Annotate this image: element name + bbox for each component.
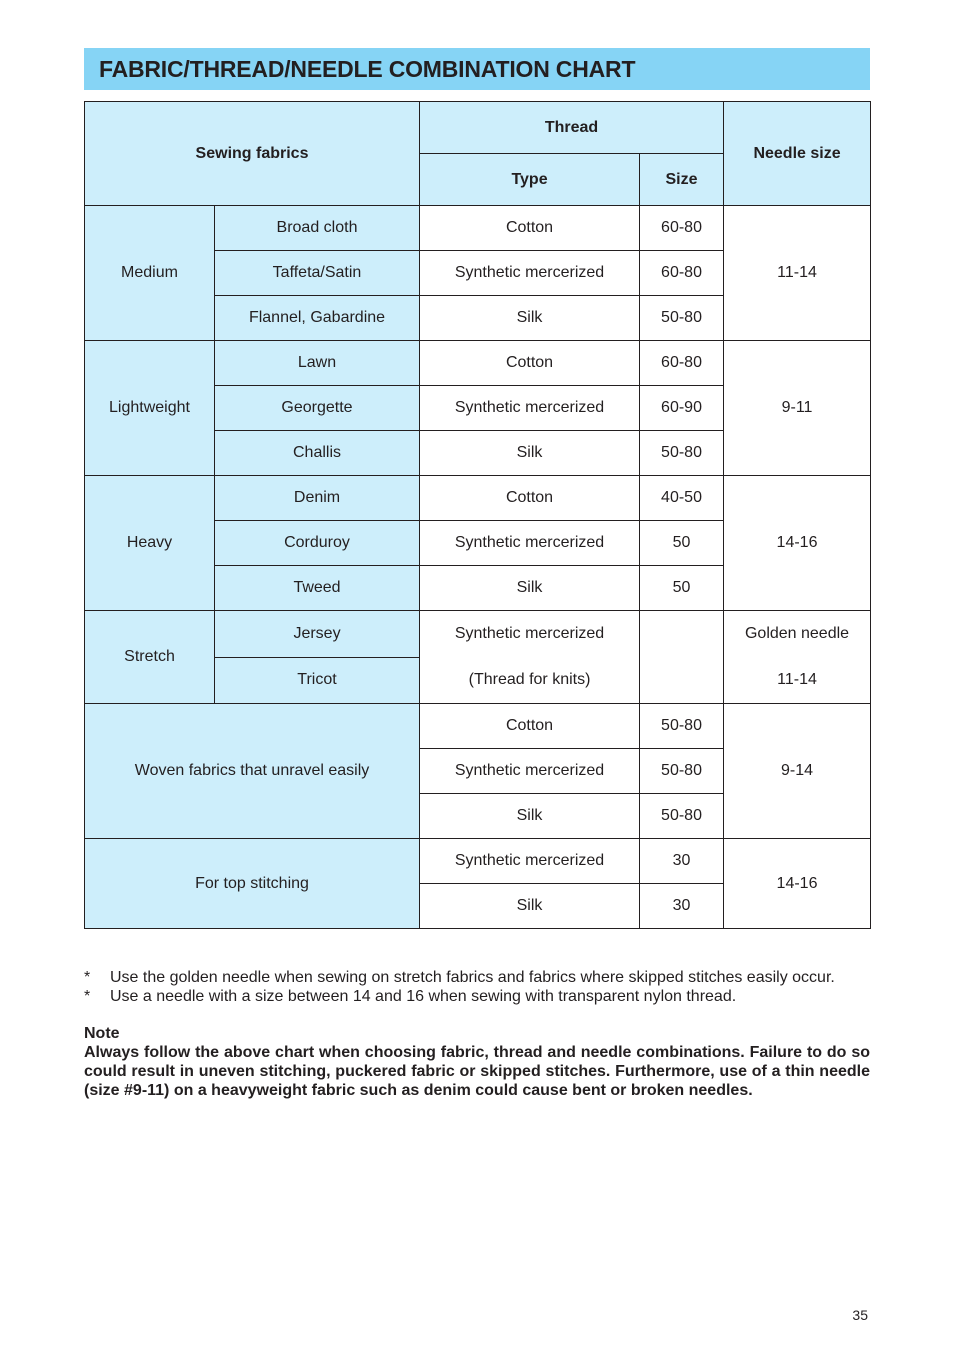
note-body: Always follow the above chart when choosing fabric, thread and needle combinations. Failure to do so could result in uneven stitching, puckered fabric or skipped stitches. Furthermore, use of a thin needle (size #9-11) on a heavyweight fabric such as denim could cause bent or broken needles.	[84, 1044, 870, 1099]
needle-size-cell: 11-14	[724, 206, 871, 341]
fabric-cell: Tweed	[215, 566, 420, 611]
footnote	[84, 987, 870, 1006]
fabric-cell: Lawn	[215, 341, 420, 386]
chart-title-bar	[84, 48, 870, 90]
thread-type-cell: Synthetic mercerized	[420, 749, 640, 794]
thread-type-cell: Synthetic mercerized	[420, 251, 640, 296]
thread-size-cell: 60-80	[640, 251, 724, 296]
category-cell: Stretch	[85, 611, 215, 704]
category-cell: Heavy	[85, 476, 215, 611]
fabric-cell: Flannel, Gabardine	[215, 296, 420, 341]
fabric-cell: Georgette	[215, 386, 420, 431]
thread-type-line: Synthetic mercerized	[454, 625, 605, 642]
needle-size-line: 11-14	[777, 671, 817, 688]
thread-type-cell: Silk	[420, 431, 640, 476]
needle-size-line: Golden needle	[744, 625, 850, 642]
note-heading: Note	[84, 1025, 120, 1042]
thread-size-cell: 50-80	[640, 749, 724, 794]
footnote-mark: *	[84, 969, 91, 986]
needle-size-cell: 9-14	[724, 704, 871, 839]
thread-size-cell: 50-80	[640, 431, 724, 476]
footnote-mark: *	[84, 988, 91, 1005]
header-needle-size: Needle size	[724, 102, 871, 206]
thread-type-cell: Cotton	[420, 206, 640, 251]
fabric-cell: Tricot	[215, 657, 420, 704]
table-row	[85, 206, 871, 251]
category-cell: Lightweight	[85, 341, 215, 476]
thread-type-cell: Silk	[420, 884, 640, 929]
fabric-cell: Taffeta/Satin	[215, 251, 420, 296]
footnotes	[84, 968, 870, 1006]
header-row	[85, 102, 871, 154]
thread-size-cell: 30	[640, 839, 724, 884]
page-number: 35	[852, 1307, 868, 1323]
header-thread-size: Size	[640, 154, 724, 206]
combination-chart-table	[84, 101, 871, 929]
table-row	[85, 341, 871, 386]
thread-type-cell: Synthetic mercerized	[420, 521, 640, 566]
needle-size-cell: 14-16	[724, 839, 871, 929]
thread-size-cell: 50	[640, 521, 724, 566]
page-title: FABRIC/THREAD/NEEDLE COMBINATION CHART	[99, 55, 636, 82]
fabric-cell: Broad cloth	[215, 206, 420, 251]
fabric-cell: Challis	[215, 431, 420, 476]
thread-type-cell: Silk	[420, 794, 640, 839]
category-cell: Woven fabrics that unravel easily	[85, 704, 420, 839]
table-row	[85, 476, 871, 521]
thread-size-cell: 50-80	[640, 794, 724, 839]
category-cell: Medium	[85, 206, 215, 341]
needle-size-cell: 14-16	[724, 476, 871, 611]
header-thread-type: Type	[420, 154, 640, 206]
header-sewing-fabrics: Sewing fabrics	[85, 102, 420, 206]
footnote	[84, 968, 870, 987]
thread-size-cell: 60-80	[640, 206, 724, 251]
thread-size-cell: 40-50	[640, 476, 724, 521]
thread-type-cell: Silk	[420, 296, 640, 341]
needle-size-cell: 9-11	[724, 341, 871, 476]
fabric-cell: Denim	[215, 476, 420, 521]
footnote-text: Use a needle with a size between 14 and 16 when sewing with transparent nylon thread.	[110, 988, 737, 1005]
thread-type-cell	[420, 611, 640, 704]
thread-size-cell: 50	[640, 566, 724, 611]
note-section	[84, 1024, 870, 1100]
fabric-cell: Corduroy	[215, 521, 420, 566]
needle-size-cell	[724, 611, 871, 704]
thread-size-cell: 30	[640, 884, 724, 929]
table-row	[85, 839, 871, 884]
thread-type-cell: Synthetic mercerized	[420, 839, 640, 884]
thread-type-cell: Silk	[420, 566, 640, 611]
thread-type-cell: Cotton	[420, 704, 640, 749]
footnote-text: Use the golden needle when sewing on stretch fabrics and fabrics where skipped stitches easily occur.	[110, 969, 835, 986]
thread-type-line: (Thread for knits)	[468, 671, 591, 688]
thread-type-cell: Synthetic mercerized	[420, 386, 640, 431]
table-row	[85, 611, 871, 658]
thread-size-cell: 50-80	[640, 704, 724, 749]
fabric-cell: Jersey	[215, 611, 420, 658]
thread-type-cell: Cotton	[420, 476, 640, 521]
header-thread: Thread	[420, 102, 724, 154]
thread-size-cell: 50-80	[640, 296, 724, 341]
table-row	[85, 704, 871, 749]
thread-type-cell: Cotton	[420, 341, 640, 386]
thread-size-cell	[640, 611, 724, 704]
category-cell: For top stitching	[85, 839, 420, 929]
thread-size-cell: 60-80	[640, 341, 724, 386]
thread-size-cell: 60-90	[640, 386, 724, 431]
